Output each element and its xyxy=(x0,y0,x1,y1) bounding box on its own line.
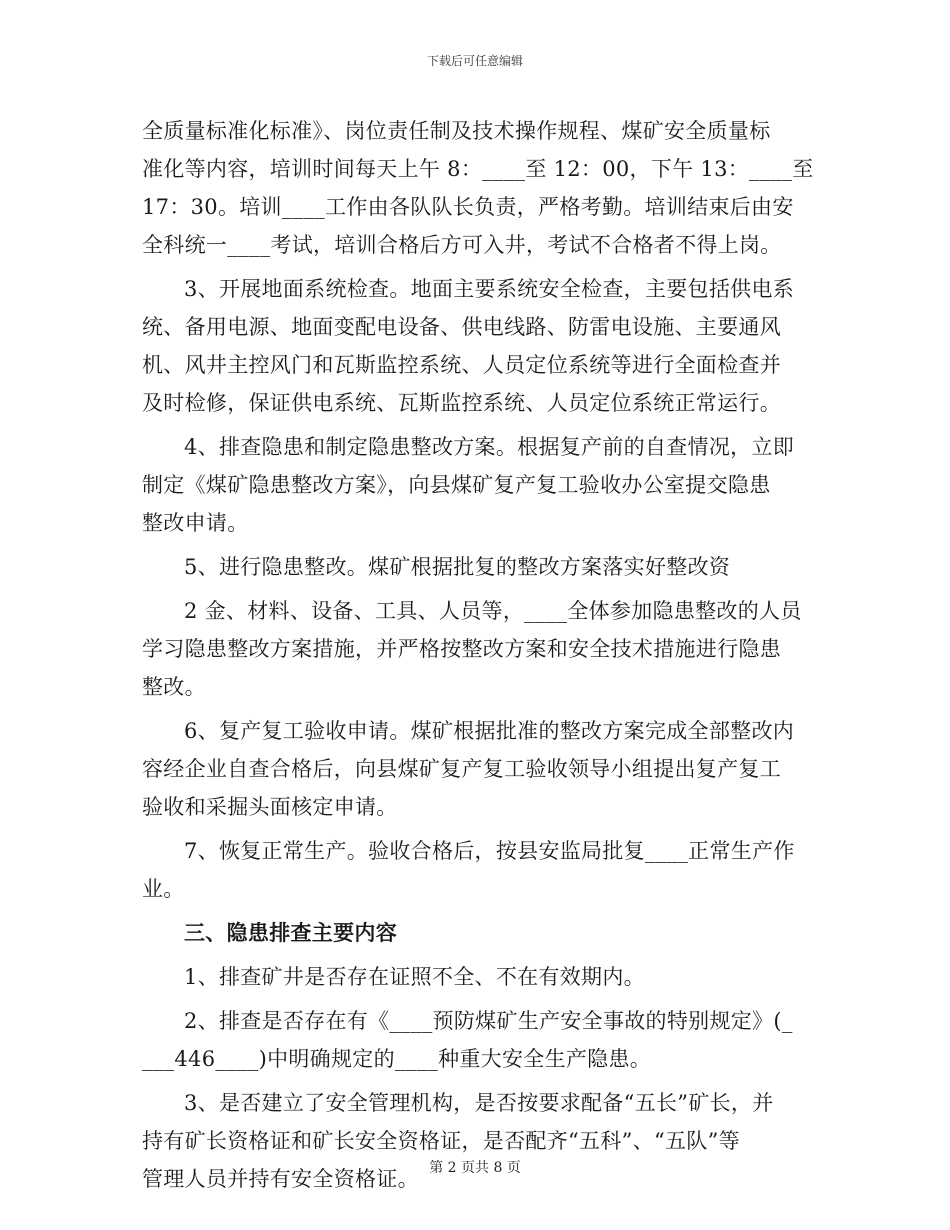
text-line: 4、排查隐患和制定隐患整改方案。根据复产前的自查情况，立即 xyxy=(184,435,795,459)
text-line: 管理人员并持有安全资格证。 xyxy=(142,1167,419,1191)
text-line: 容经企业自查合格后，向县煤矿复产复工验收领导小组提出复产复工 xyxy=(142,757,781,781)
text-line: 全质量标准化标准》、岗位责任制及技术操作规程、煤矿安全质量标 xyxy=(142,119,771,143)
text-line: 及时检修，保证供电系统、瓦斯监控系统、人员定位系统正常运行。 xyxy=(142,391,781,415)
section-heading: 三、隐患排查主要内容 xyxy=(184,920,397,945)
text-line: 2、排查是否存在有《____预防煤矿生产安全事故的特别规定》(_ xyxy=(184,1009,793,1033)
text-line: 全科统一____考试，培训合格后方可入井，考试不合格者不得上岗。 xyxy=(142,233,782,257)
text-line: 制定《煤矿隐患整改方案》，向县煤矿复产复工验收办公室提交隐患 xyxy=(142,473,771,497)
text-line: 持有矿长资格证和矿长安全资格证，是否配齐“五科”、“五队”等 xyxy=(142,1129,740,1153)
page-header: 下载后可任意编辑 xyxy=(426,54,523,68)
text-line: 1、排查矿井是否存在证照不全、不在有效期内。 xyxy=(184,965,645,989)
text-line: 6、复产复工验收申请。煤矿根据批准的整改方案完成全部整改内 xyxy=(184,719,795,743)
text-line: 统、备用电源、地面变配电设备、供电线路、防雷电设施、主要通风 xyxy=(142,315,781,339)
text-line: 2 金、材料、设备、工具、人员等，____全体参加隐患整改的人员 xyxy=(184,599,802,623)
text-line: ___446____)中明确规定的____种重大安全生产隐患。 xyxy=(142,1047,652,1071)
text-line: 整改。 xyxy=(142,675,206,699)
text-line: 机、风井主控风门和瓦斯监控系统、人员定位系统等进行全面检查并 xyxy=(142,353,781,377)
text-line: 准化等内容，培训时间每天上午 8：____至 12：00，下午 13：____至 xyxy=(142,157,814,181)
text-line: 业。 xyxy=(142,877,185,901)
page-footer: 第 2 页共 8 页 xyxy=(429,1160,521,1176)
document-body xyxy=(142,112,814,1198)
text-line: 学习隐患整改方案措施，并严格按整改方案和安全技术措施进行隐患 xyxy=(142,637,781,661)
text-line: 验收和采掘头面核定申请。 xyxy=(142,795,398,819)
text-line: 5、进行隐患整改。煤矿根据批复的整改方案落实好整改资 xyxy=(184,555,731,579)
text-line: 整改申请。 xyxy=(142,511,249,535)
text-line: 7、恢复正常生产。验收合格后，按县安监局批复____正常生产作 xyxy=(184,839,795,863)
text-line: 3、是否建立了安全管理机构，是否按要求配备“五长”矿长，并 xyxy=(184,1091,774,1115)
text-line: 3、开展地面系统检查。地面主要系统安全检查，主要包括供电系 xyxy=(184,277,795,301)
text-line: 17：30。培训____工作由各队队长负责，严格考勤。培训结束后由安 xyxy=(142,195,794,219)
